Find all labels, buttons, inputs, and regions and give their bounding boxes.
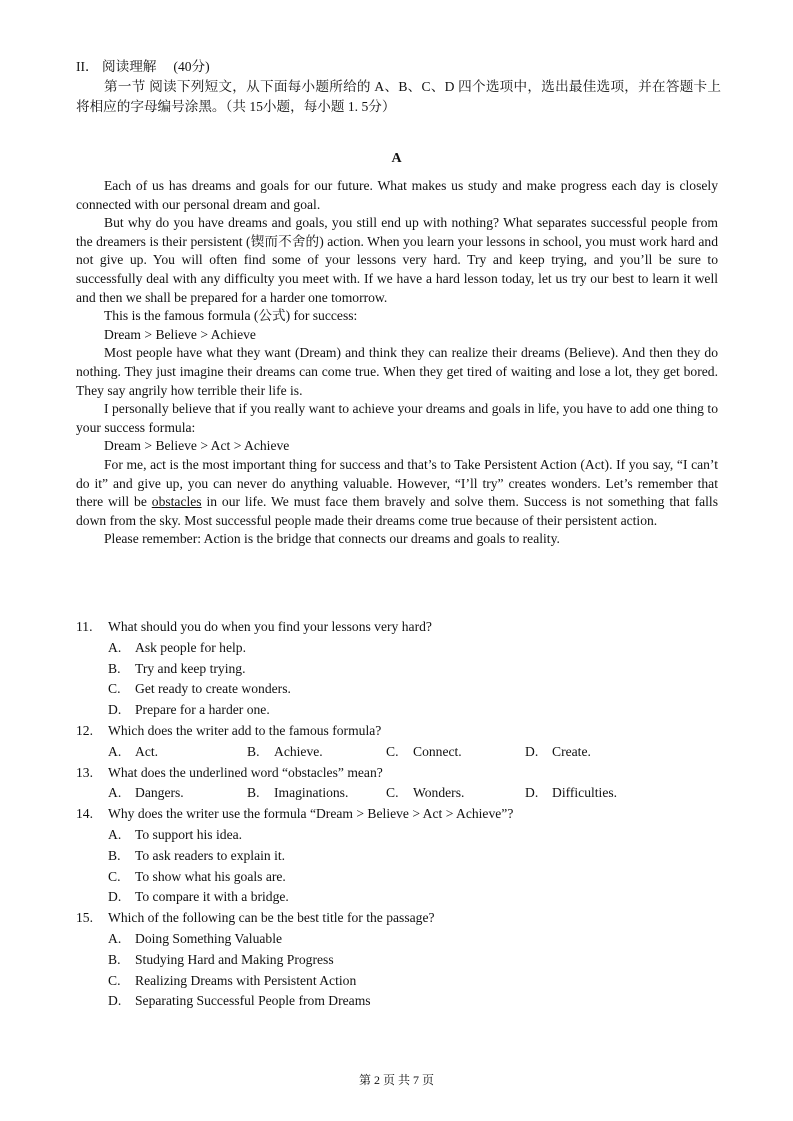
paragraph: This is the famous formula (公式) for success: xyxy=(104,308,358,324)
question-number: 15. xyxy=(76,910,93,926)
option-letter: B. xyxy=(108,951,121,967)
question-stem: Which does the writer add to the famous formula? xyxy=(108,722,382,738)
option-text: Create. xyxy=(552,743,591,759)
question-list xyxy=(76,617,721,1012)
option-letter: C. xyxy=(386,785,399,801)
passage-title: A xyxy=(391,151,402,166)
option-letter: D. xyxy=(108,993,122,1009)
option-letter: A. xyxy=(108,930,122,946)
option-text: Separating Successful People from Dreams xyxy=(135,993,371,1009)
option xyxy=(386,742,525,763)
question-stem: What should you do when you find your lessons very hard? xyxy=(108,619,432,634)
section-heading: II． 阅读理解 (40分) xyxy=(76,59,210,74)
option-letter: C. xyxy=(108,681,121,697)
option-letter: B. xyxy=(247,743,260,759)
option-text: To show what his goals are. xyxy=(135,868,286,884)
paragraph: But why do you have dreams and goals, you still end up with nothing? What separates successful people from the dreamers is their persistent (锲而不舍的) action. When you learn your lessons in school, you must work hard and not give up. You will often find some of your lessons very hard. Try and keep trying, and you’ll be sure to successfully deal with any difficulty you meet with. If we have a hard lesson today, let us try our best to learn it well and then we shall be prepared for a harder one tomorrow. xyxy=(76,215,718,305)
option-text: Studying Hard and Making Progress xyxy=(135,951,334,967)
option-letter: D. xyxy=(525,743,539,759)
option-letter: C. xyxy=(108,972,121,988)
paragraph: Each of us has dreams and goals for our future. What makes us study and make progress each day is closely connected with our personal dream and goal. xyxy=(76,178,718,212)
option-text: Act. xyxy=(135,743,159,759)
option-letter: B. xyxy=(247,785,260,801)
option xyxy=(108,742,247,763)
question xyxy=(76,721,721,742)
question-number: 13. xyxy=(76,764,93,780)
option-letter: B. xyxy=(108,847,121,863)
option-text: Try and keep trying. xyxy=(135,660,246,676)
formula-line: Dream > Believe > Achieve xyxy=(104,326,256,342)
option-letter: A. xyxy=(108,826,122,842)
question-number: 12. xyxy=(76,722,93,738)
option xyxy=(76,950,721,971)
option-letter: C. xyxy=(386,743,399,759)
paragraph xyxy=(76,456,718,530)
option xyxy=(247,783,386,804)
question xyxy=(76,763,721,784)
text-span: in our life. We must face them bravely and solve them. Success is not something that falls down from the sky. Most successful people made their dreams come true because of their persistent action. xyxy=(76,494,718,528)
option-letter: A. xyxy=(108,785,122,801)
option-letter: C. xyxy=(108,868,121,884)
option-text: Doing Something Valuable xyxy=(135,930,283,946)
option-text: Achieve. xyxy=(274,743,323,759)
option xyxy=(76,887,721,908)
option-text: Get ready to create wonders. xyxy=(135,681,291,697)
option-text: To ask readers to explain it. xyxy=(135,847,286,863)
question xyxy=(76,804,721,825)
option xyxy=(108,783,247,804)
option-text: To compare it with a bridge. xyxy=(135,889,289,905)
paragraph: I personally believe that if you really want to achieve your dreams and goals in life, you have to add one thing to your success formula: xyxy=(76,401,718,435)
option-text: Connect. xyxy=(413,743,462,759)
section-instruction: 第一节 阅读下列短文，从下面每小题所给的 A、B、C、D 四个选项中，选出最佳选项，并在答题卡上将相应的字母编号涂黑。（共 15小题，每小题 1. 5分） xyxy=(76,79,721,114)
question xyxy=(76,908,721,929)
underlined-word: obstacles xyxy=(151,494,202,510)
option-row xyxy=(76,783,721,804)
option xyxy=(247,742,386,763)
option-letter: D. xyxy=(525,785,539,801)
passage-body xyxy=(76,177,718,549)
section-header xyxy=(76,57,721,117)
question-stem: What does the underlined word “obstacles” mean? xyxy=(108,764,383,780)
option-letter: A. xyxy=(108,743,122,759)
option-letter: D. xyxy=(108,702,122,718)
formula-line: Dream > Believe > Act > Achieve xyxy=(104,438,290,454)
option xyxy=(76,991,721,1012)
option xyxy=(76,700,721,721)
page-footer: 第 2 页 共 7 页 xyxy=(358,1073,434,1087)
option xyxy=(76,679,721,700)
paragraph: Most people have what they want (Dream) and think they can realize their dreams (Believe). And then they do nothing. They just imagine their dreams can come true. When they get tired of waiting and lose a lot, they get bored. They say angrily how terrible their life is. xyxy=(76,345,718,398)
option-letter: D. xyxy=(108,889,122,905)
option xyxy=(76,825,721,846)
option xyxy=(525,742,664,763)
option-letter: A. xyxy=(108,639,122,655)
option xyxy=(76,971,721,992)
question-stem: Why does the writer use the formula “Dream > Believe > Act > Achieve”? xyxy=(108,806,514,822)
option-letter: B. xyxy=(108,660,121,676)
option xyxy=(76,638,721,659)
question-number: 11. xyxy=(76,619,93,634)
text-span: For me, act is the most important thing for success and that’s to Take Persistent Action (Act). If you say, “I can’t do it” and give up, you can never do anything valuable. However, “I’ll try” creates wonders. Let’s remember that there will be xyxy=(76,456,718,510)
paragraph: Please remember: Action is the bridge that connects our dreams and goals to reality. xyxy=(104,531,560,547)
option-text: Prepare for a harder one. xyxy=(135,702,270,718)
option-text: Difficulties. xyxy=(552,785,618,801)
option-text: Dangers. xyxy=(135,785,184,801)
option-text: To support his idea. xyxy=(135,826,243,842)
option-text: Realizing Dreams with Persistent Action xyxy=(135,972,357,988)
question-stem: Which of the following can be the best title for the passage? xyxy=(108,910,435,926)
question xyxy=(76,617,721,638)
option xyxy=(386,783,525,804)
option xyxy=(76,659,721,680)
option xyxy=(525,783,664,804)
question-number: 14. xyxy=(76,806,93,822)
option-text: Ask people for help. xyxy=(135,639,246,655)
option xyxy=(76,867,721,888)
option xyxy=(76,846,721,867)
option-row xyxy=(76,742,721,763)
option-text: Imaginations. xyxy=(274,785,349,801)
option-text: Wonders. xyxy=(413,785,465,801)
option xyxy=(76,929,721,950)
